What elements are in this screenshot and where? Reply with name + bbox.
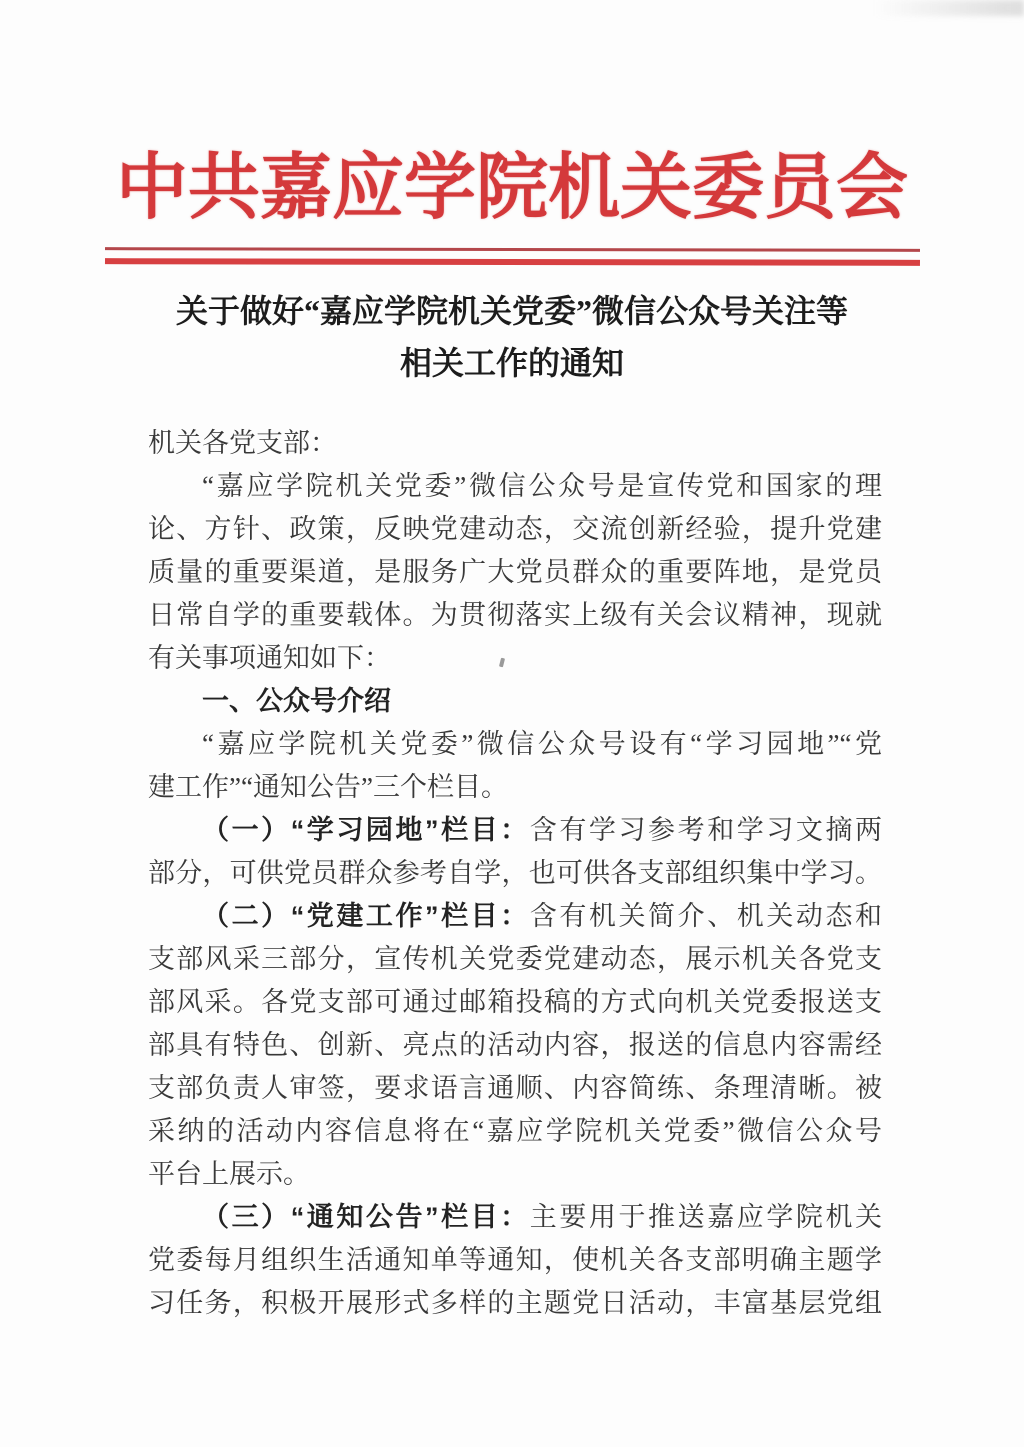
document-title-line2: 相关工作的通知: [399, 345, 624, 381]
body-line-salutation: [148, 422, 882, 465]
line-text: 建工作”“通知公告”三个栏目。: [148, 772, 508, 802]
separator-thin-line: [105, 247, 920, 252]
body-line: [148, 766, 882, 809]
body-line: [148, 1239, 882, 1282]
line-text: 主要用于推送嘉应学院机关: [529, 1202, 882, 1232]
body-line: [148, 1024, 882, 1067]
line-text: 党委每月组织生活通知单等通知，使机关各支部明确主题学: [148, 1245, 882, 1275]
body-line-item-1: [148, 809, 882, 852]
line-text: 采纳的活动内容信息将在“嘉应学院机关党委”微信公众号: [148, 1116, 882, 1146]
document-body: [148, 422, 882, 1325]
body-line: [148, 465, 882, 508]
document-title-line1: 关于做好“嘉应学院机关党委”微信公众号关注等: [175, 293, 848, 329]
body-line: [148, 508, 882, 551]
line-text: 有关事项通知如下：: [148, 643, 391, 673]
line-text: 部分，可供党员群众参考自学，也可供各支部组织集中学习。: [148, 858, 882, 888]
item-lead-text: （二）“党建工作”栏目：: [202, 901, 530, 931]
body-line-item-2: [148, 895, 882, 938]
body-line: [148, 938, 882, 981]
line-text: 习任务，积极开展形式多样的主题党日活动，丰富基层党组: [148, 1288, 882, 1318]
line-text: 部具有特色、创新、亮点的活动内容，报送的信息内容需经: [148, 1030, 882, 1060]
red-header-separator: [104, 247, 919, 266]
line-text: 含有学习参考和学习文摘两: [529, 815, 882, 845]
body-line: [148, 551, 882, 594]
line-text: 平台上展示。: [148, 1159, 310, 1189]
body-line: [148, 594, 882, 637]
line-text: 日常自学的重要载体。为贯彻落实上级有关会议精神，现就: [148, 600, 882, 630]
line-text: 支部负责人审签，要求语言通顺、内容简练、条理清晰。被: [148, 1073, 882, 1103]
section-heading-text: 一、公众号介绍: [202, 686, 391, 716]
body-line: [148, 1282, 882, 1325]
section-heading-1: [148, 680, 882, 723]
item-lead-text: （一）“学习园地”栏目：: [202, 815, 530, 845]
body-line: [148, 637, 882, 680]
line-text: 论、方针、政策，反映党建动态，交流创新经验，提升党建: [148, 514, 882, 544]
separator-thick-line: [104, 258, 919, 266]
scan-smudge-artifact: [874, 0, 1024, 16]
body-line-item-3: [148, 1196, 882, 1239]
body-line: [148, 1067, 882, 1110]
line-text: 质量的重要渠道，是服务广大党员群众的重要阵地，是党员: [148, 557, 882, 587]
line-text: 部风采。各党支部可通过邮箱投稿的方式向机关党委报送支: [148, 987, 882, 1017]
body-line: [148, 1110, 882, 1153]
line-text: “嘉应学院机关党委”微信公众号是宣传党和国家的理: [202, 471, 882, 501]
line-text: 含有机关简介、机关动态和: [529, 901, 882, 931]
body-line: [148, 1153, 882, 1196]
line-text: “嘉应学院机关党委”微信公众号设有“学习园地”“党: [202, 729, 882, 759]
line-text: 支部风采三部分，宣传机关党委党建动态，展示机关各党支: [148, 944, 882, 974]
document-title: [0, 285, 1024, 389]
body-line: [148, 723, 882, 766]
body-line: [148, 852, 882, 895]
issuing-authority-header: 中共嘉应学院机关委员会: [115, 148, 908, 228]
body-line: [148, 981, 882, 1024]
line-text: 机关各党支部：: [148, 428, 337, 458]
item-lead-text: （三）“通知公告”栏目：: [202, 1202, 530, 1232]
